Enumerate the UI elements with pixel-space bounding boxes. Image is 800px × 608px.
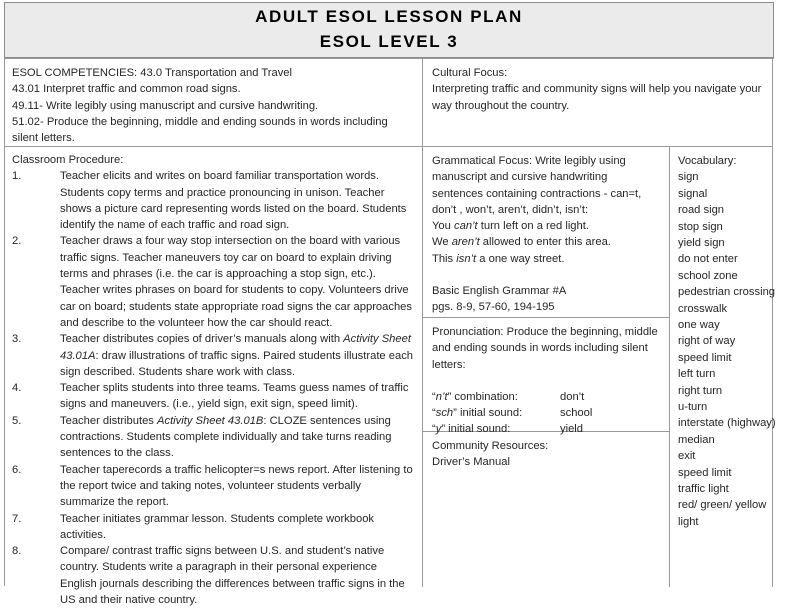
procedure-number: 8. bbox=[12, 545, 22, 558]
document-title: ADULT ESOL LESSON PLAN bbox=[255, 7, 523, 27]
pronunciation-rows bbox=[432, 389, 661, 438]
grammar-reference-pages: pgs. 8-9, 57-60, 194-195 bbox=[432, 301, 555, 314]
procedure-number: 1. bbox=[12, 170, 22, 183]
pronunciation-key-rest: initial sound: bbox=[456, 407, 523, 420]
procedure-number: 4. bbox=[12, 382, 22, 395]
procedure-list bbox=[12, 168, 414, 608]
vocabulary-heading: Vocabulary: bbox=[678, 155, 737, 167]
grammar-example-post: turn left on a red light. bbox=[477, 220, 589, 233]
list-item: left turn bbox=[678, 368, 716, 381]
procedure-text-emphasis: Activity Sheet 43.01A bbox=[60, 333, 411, 362]
quote-open: “ bbox=[432, 423, 436, 436]
list-item: yield sign bbox=[678, 236, 725, 249]
list-item: traffic light bbox=[678, 483, 729, 496]
classroom-procedure-cell bbox=[5, 147, 422, 608]
competency-line: 51.02- Produce the beginning, middle and ending sounds in words including silent letters. bbox=[12, 115, 388, 145]
pronunciation-value: don’t bbox=[560, 390, 585, 403]
pronunciation-row bbox=[432, 405, 661, 421]
cultural-focus-body: Interpreting traffic and community signs will help you navigate your way throughout the country. bbox=[432, 83, 762, 112]
pronunciation-key bbox=[432, 405, 560, 421]
pronunciation-key-emphasis: n’t bbox=[435, 390, 448, 403]
procedure-number: 5. bbox=[12, 414, 22, 427]
quote-close: ” bbox=[453, 407, 457, 420]
community-resources-heading: Community Resources: bbox=[432, 440, 549, 452]
quote-close: ” bbox=[441, 423, 446, 436]
classroom-procedure-heading: Classroom Procedure: bbox=[12, 154, 124, 166]
list-item: signal bbox=[678, 187, 708, 200]
community-resources-cell bbox=[423, 432, 669, 471]
grammar-example-emphasis: aren’t bbox=[451, 236, 480, 249]
vocabulary-list bbox=[678, 169, 776, 530]
procedure-text-pre: Teacher distributes bbox=[60, 414, 158, 427]
procedure-number: 3. bbox=[12, 333, 22, 346]
list-item bbox=[12, 511, 414, 544]
quote-close: ” bbox=[447, 390, 452, 403]
procedure-text: Teacher draws a four way stop intersection on the board with various traffic signs. Teacher maneuvers toy car on board to explain driving terms and phrases (i.e. the car is approaching a stop sign, etc.). Teacher writes phrases on board for students to copy. Volunteers drive car on board; students state appropriate road signs the car approaches and describe to the volunteer how the car should react. bbox=[60, 235, 413, 329]
competency-line: 49.11- Write legibly using manuscript and cursive handwriting. bbox=[12, 99, 319, 112]
procedure-number: 2. bbox=[12, 235, 22, 248]
community-resources-body: Driver’s Manual bbox=[432, 456, 510, 469]
pronunciation-heading: Pronunciation: Produce the beginning, middle and ending sounds in words including silent letters: bbox=[432, 326, 658, 371]
vocabulary-cell bbox=[670, 147, 776, 530]
list-item: right turn bbox=[678, 384, 723, 397]
list-item: exit bbox=[678, 450, 696, 463]
list-item: stop sign bbox=[678, 220, 723, 233]
grammar-example-post: a one way street. bbox=[476, 252, 565, 265]
spacer bbox=[432, 267, 661, 283]
list-item bbox=[12, 168, 414, 233]
pronunciation-key-rest: initial sound: bbox=[445, 423, 511, 436]
procedure-text-post: : CLOZE sentences using contractions. Students complete individually and take turns reading sentences to the class. bbox=[60, 414, 392, 460]
pronunciation-key bbox=[432, 389, 560, 405]
procedure-number: 7. bbox=[12, 512, 22, 525]
list-item: crosswalk bbox=[678, 302, 728, 315]
document-subtitle: ESOL LEVEL 3 bbox=[319, 32, 459, 51]
list-item: light bbox=[678, 515, 699, 528]
quote-open: “ bbox=[432, 407, 436, 420]
grammar-example-post: allowed to enter this area. bbox=[479, 236, 611, 249]
procedure-text bbox=[60, 413, 414, 462]
list-item bbox=[12, 413, 414, 462]
grammar-example-pre: You bbox=[432, 220, 454, 233]
list-item: sign bbox=[678, 171, 699, 184]
procedure-text: Teacher initiates grammar lesson. Students complete workbook activities. bbox=[60, 512, 375, 541]
procedure-text bbox=[60, 331, 414, 380]
list-item: do not enter bbox=[678, 253, 738, 266]
pronunciation-value: school bbox=[560, 407, 593, 420]
list-item: red/ green/ yellow bbox=[678, 499, 767, 512]
list-item: road sign bbox=[678, 204, 725, 217]
list-item: right of way bbox=[678, 335, 736, 348]
procedure-text: Teacher elicits and writes on board familiar transportation words. Students copy terms and practice pronouncing in unison. Teacher shows a picture card representing words listed on the board. Students identify the name of each traffic and road sign. bbox=[60, 170, 407, 232]
document-header bbox=[4, 2, 774, 58]
list-item bbox=[12, 380, 414, 413]
pronunciation-key-rest: combination: bbox=[451, 390, 518, 403]
grammar-example-pre: We bbox=[432, 236, 452, 249]
list-item: one way bbox=[678, 318, 720, 331]
procedure-text-emphasis: Activity Sheet 43.01B bbox=[157, 414, 264, 427]
list-item bbox=[12, 233, 414, 331]
list-item bbox=[12, 462, 414, 511]
list-item: school zone bbox=[678, 269, 738, 282]
grammar-example-pre: This bbox=[432, 252, 457, 265]
list-item: speed limit bbox=[678, 351, 732, 364]
grammar-example-emphasis: isn’t bbox=[456, 252, 477, 265]
procedure-text: Teacher taperecords a traffic helicopter=s news report. After listening to the report twice and taking notes, volunteer students verbally summarize the report. bbox=[60, 463, 413, 509]
list-item: interstate (highway) bbox=[678, 417, 776, 430]
grammar-example bbox=[432, 218, 661, 234]
competency-line: 43.01 Interpret traffic and common road signs. bbox=[12, 83, 241, 96]
esol-competencies-cell bbox=[5, 59, 422, 146]
procedure-text-pre: Teacher distributes copies of driver’s manuals along with bbox=[60, 333, 344, 346]
list-item: median bbox=[678, 433, 715, 446]
grammar-example-emphasis: can’t bbox=[454, 220, 478, 233]
procedure-number: 6. bbox=[12, 463, 22, 476]
grammar-example bbox=[432, 234, 661, 250]
pronunciation-row bbox=[432, 389, 661, 405]
pronunciation-key-emphasis: y bbox=[435, 423, 442, 436]
lesson-plan-table bbox=[4, 58, 776, 607]
list-item: u-turn bbox=[678, 400, 708, 413]
list-item: pedestrian crossing bbox=[678, 286, 776, 299]
cultural-focus-heading: Cultural Focus: bbox=[432, 67, 508, 79]
competencies-heading: ESOL COMPETENCIES: 43.0 Transportation and Travel bbox=[12, 67, 293, 79]
grammatical-focus-cell bbox=[423, 147, 669, 316]
grammatical-focus-heading: Grammatical Focus: Write legibly using manuscript and cursive handwriting sentences containing contractions - can=t, don’t , won’t, aren’t, didn’t, isn’t: bbox=[432, 155, 642, 216]
procedure-text: Teacher splits students into three teams. Teams guess names of traffic signs and maneuvers. (i.e., yield sign, exit sign, speed limit). bbox=[60, 382, 409, 411]
pronunciation-value: yield bbox=[560, 423, 584, 436]
list-item: speed limit bbox=[678, 466, 732, 479]
grammar-reference-title: Basic English Grammar #A bbox=[432, 285, 567, 298]
procedure-text-post: : draw illustrations of traffic signs. Paired students illustrate each sign described. Students share work with class. bbox=[60, 349, 414, 378]
procedure-text: Compare/ contrast traffic signs between U.S. and student’s native country. Students write a paragraph in their personal experience English journals describing the differences between traffic signs in the US and their native country. bbox=[60, 545, 405, 607]
pronunciation-cell bbox=[423, 318, 669, 438]
cultural-focus-cell bbox=[423, 59, 773, 114]
pronunciation-key-emphasis: sch bbox=[435, 407, 454, 420]
grammar-example bbox=[432, 251, 661, 267]
list-item bbox=[12, 331, 414, 380]
quote-open: “ bbox=[432, 390, 436, 403]
list-item bbox=[12, 543, 414, 608]
